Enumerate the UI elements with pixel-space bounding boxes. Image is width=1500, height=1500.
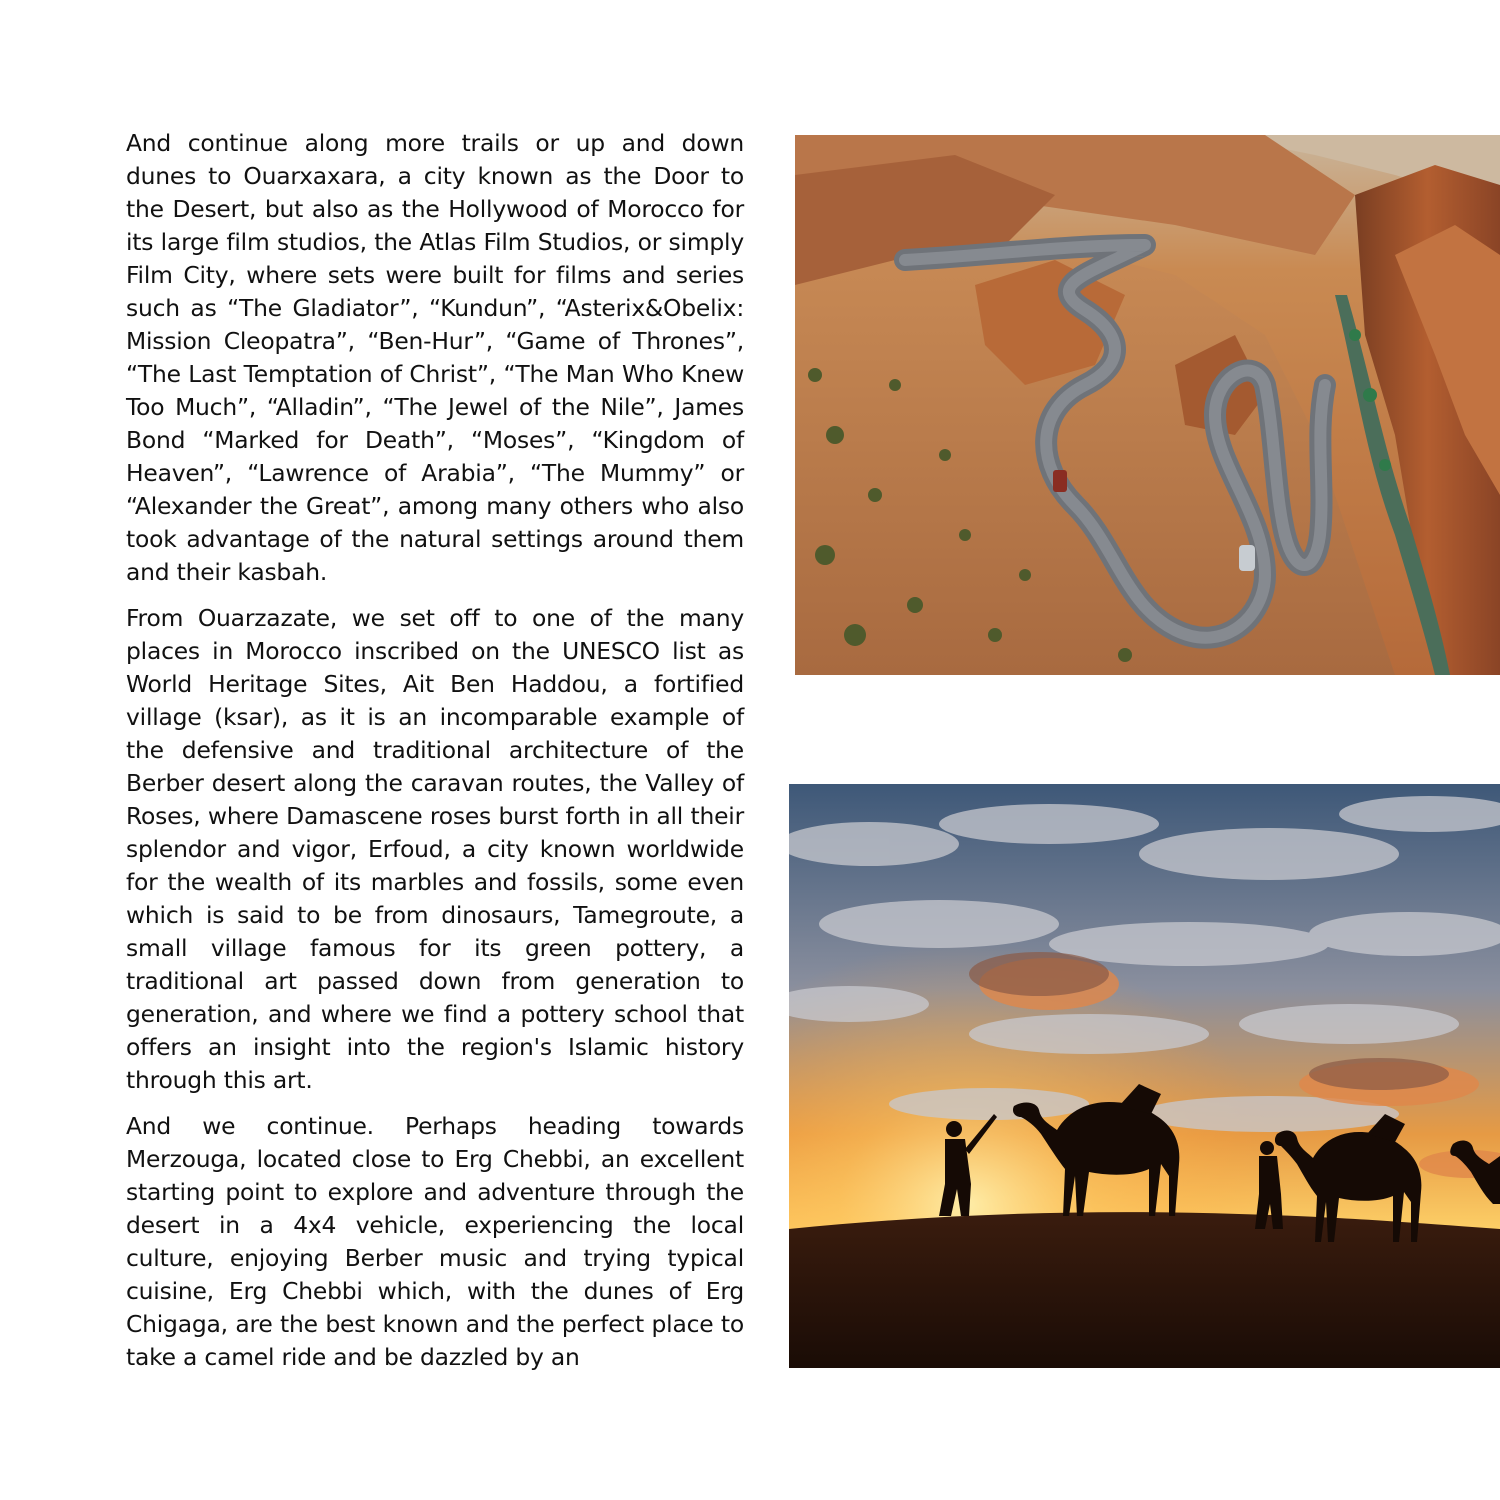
paragraph-3: And we continue. Perhaps heading towards Merzouga, located close to Erg Chebbi, an excellent starting point to explore and adventure through the desert in a 4x4 vehicle, experiencing the local culture, enjoying Berber music and trying typical cuisine, Erg Chebbi which, with the dunes of Erg Chigaga, are the best known and the perfect place to take a camel ride and be dazzled by an	[126, 1112, 744, 1371]
canyon-road-illustration	[795, 135, 1500, 675]
camel-caravan-photo	[789, 784, 1500, 1368]
canyon-road-photo	[795, 135, 1500, 675]
paragraph-2: From Ouarzazate, we set off to one of the many places in Morocco inscribed on the UNESCO list as World Heritage Sites, Ait Ben Haddou, a fortified village (ksar), as it is an incomparable example of the defensive and traditional architecture of the Berber desert along the caravan routes, the Valley of Roses, where Damascene roses burst forth in all their splendor and vigor, Erfoud, a city known worldwide for the wealth of its marbles and fossils, some even which is said to be from dinosaurs, Tamegroute, a small village famous for its green pottery, a traditional art passed down from generation to generation, and where we find a pottery school that offers an insight into the region's Islamic history through this art.	[126, 604, 744, 1094]
camel-caravan-illustration	[789, 784, 1500, 1368]
article-text-column	[126, 127, 744, 1387]
paragraph-1: And continue along more trails or up and down dunes to Ouarxaxara, a city known as the Door to the Desert, but also as the Hollywood of Morocco for its large film studios, the Atlas Film Studios, or simply Film City, where sets were built for films and series such as “The Gladiator”, “Kundun”, “Asterix&Obelix: Mission Cleopatra”, “Ben-Hur”, “Game of Thrones”, “The Last Temptation of Christ”, “The Man Who Knew Too Much”, “Alladin”, “The Jewel of the Nile”, James Bond “Marked for Death”, “Moses”, “Kingdom of Heaven”, “Lawrence of Arabia”, “The Mummy” or “Alexander the Great”, among many others who also took advantage of the natural settings around them and their kasbah.	[126, 129, 744, 586]
